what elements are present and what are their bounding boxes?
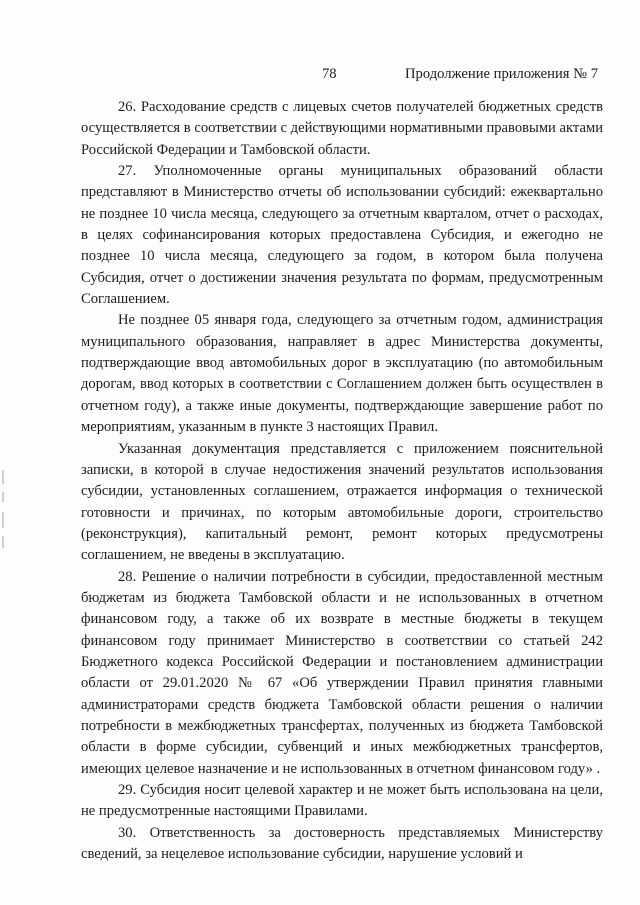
scan-margin-mark [2, 512, 4, 528]
paragraph-28: 28. Решение о наличии потребности в субсидии, предоставленной местным бюджетам из бюджета Тамбовской области и не использованных в отчетном финансовом году, а также об их возврате в местные бюджеты в текущем финансовом году принимает Министерство в соответствии со статьей 242 Бюджетного кодекса Российской Федерации и постановлением администрации области от 29.01.2020 № 67 «Об утверждении Правил принятия главными администраторами средств бюджета Тамбовской области решения о наличии потребности в межбюджетных трансфертах, полученных из бюджета Тамбовской области в форме субсидии, субвенций и иных межбюджетных трансфертов, имеющих целевое назначение и не использованных в отчетном финансовом году» . [81, 568, 603, 777]
paragraph-27: 27. Уполномоченные органы муниципальных образований области представляют в Министерство отчеты об использовании субсидий: ежеквартально не позднее 10 числа месяца, следующего за отчетным кварталом, отчет о расходах, в целях софинансирования которых предоставлена Субсидия, и ежегодно не позднее 10 числа месяца, следующего за годом, в котором была получена Субсидия, отчет о достижении значения результата по формам, предусмотренным Соглашением. [81, 163, 603, 308]
scan-margin-mark [2, 470, 4, 484]
paragraph-27-documentation: Указанная документация представляется с приложением пояснительной записки, в которой в случае недостижения значений результатов использования субсидии, установленных соглашением, отражается информация о технической готовности и причинах, по которым автомобильные дороги, строительство (реконструкция), капитальный ремонт, ремонт которых предусмотрены соглашением, не введены в эксплуатацию. [81, 440, 603, 564]
paragraph-26: 26. Расходование средств с лицевых счетов получателей бюджетных средств осуществляется в соответствии с действующими нормативными правовыми актами Российской Федерации и Тамбовской области. [81, 99, 603, 158]
paragraph-27-deadline: Не позднее 05 января года, следующего за отчетным годом, администрация муниципального образования, направляет в адрес Министерства документы, подтверждающие ввод автомобильных дорог в эксплуатацию (по автомобильным дорогам, ввод которых в соответствии с Соглашением должен быть осуществлен в отчетном году), а также иные документы, подтверждающие завершение работ по мероприятиям, указанным в пункте 3 настоящих Правил. [81, 312, 603, 436]
paragraph-30: 30. Ответственность за достоверность представляемых Министерству сведений, за нецелевое использование субсидии, нарушение условий и [81, 824, 603, 863]
page-header [0, 66, 640, 86]
appendix-continuation-label: Продолжение приложения № 7 [405, 66, 598, 82]
scan-margin-mark [2, 492, 4, 502]
scan-margin-mark [2, 536, 4, 548]
page-number: 78 [322, 66, 337, 82]
document-body [81, 97, 603, 865]
paragraph-29: 29. Субсидия носит целевой характер и не может быть использована на цели, не предусмотренные настоящими Правилами. [81, 782, 603, 820]
